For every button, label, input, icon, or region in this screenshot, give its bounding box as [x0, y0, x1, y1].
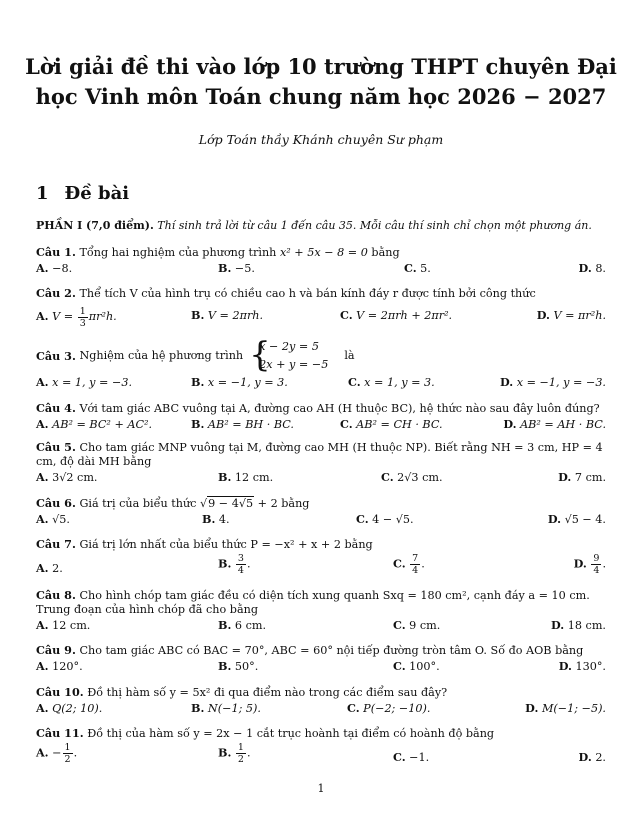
question-label: Câu 11.	[36, 726, 84, 740]
question-text: Giá trị của biểu thức	[79, 497, 197, 510]
option-b[interactable]: B. 4.	[202, 512, 230, 526]
document-subtitle: Lớp Toán thầy Khánh chuyên Sư phạm	[198, 132, 444, 147]
option-d[interactable]: D. V = πr²h.	[536, 308, 606, 322]
section-number: 1	[36, 183, 49, 204]
option-a[interactable]: A. 120°.	[36, 659, 83, 673]
option-d[interactable]: D. √5 − 4.	[547, 512, 606, 526]
question-text-end: là	[344, 349, 355, 362]
fraction: $\frac{3}{4}$	[237, 553, 244, 576]
question-label: Câu 1.	[36, 245, 76, 259]
question-text: Thể tích V của hình trụ có chiều cao h và bán kính đáy r được tính bởi công thức	[79, 287, 536, 300]
answer-options	[36, 417, 606, 433]
option-c[interactable]: C. P(−2; −10).	[347, 701, 431, 715]
option-c[interactable]: C. AB² = CH · BC.	[340, 417, 443, 431]
fraction: $\frac{1}{2}$	[237, 742, 244, 765]
option-b[interactable]: B. $\frac{3}{4}$ .	[218, 553, 251, 576]
option-a[interactable]: A. Q(2; 10).	[36, 701, 103, 715]
page-number: 1	[317, 782, 325, 795]
option-a[interactable]: A. 2.	[36, 561, 63, 575]
question-text: Cho tam giác MNP vuông tại M, đường cao MH (H thuộc NP). Biết rằng NH = 3 cm, HP = 4 cm, độ dài MH bằng	[36, 441, 603, 468]
question-label: Câu 6.	[36, 496, 76, 510]
answer-options	[36, 261, 606, 277]
question-8	[36, 588, 606, 634]
option-d[interactable]: D. AB² = AH · BC.	[503, 417, 606, 431]
question-text-end: bằng	[371, 246, 400, 259]
question-label: Câu 8.	[36, 588, 76, 602]
question-label: Câu 4.	[36, 401, 76, 415]
question-text: Nghiệm của hệ phương trình	[79, 349, 244, 362]
option-b[interactable]: B. N(−1; 5).	[191, 701, 261, 715]
option-a[interactable]: A. AB² = BC² + AC².	[36, 417, 153, 431]
answer-options	[36, 701, 606, 717]
answer-options	[36, 742, 606, 770]
question-4	[36, 401, 606, 433]
question-equation: x² + 5x − 8 = 0	[279, 246, 368, 259]
question-label: Câu 10.	[36, 685, 84, 699]
question-text: Đồ thị của hàm số y = 2x − 1 cắt trục hoành tại điểm có hoành độ bằng	[87, 727, 495, 740]
question-text: Giá trị lớn nhất của biểu thức P = −x² + x + 2 bằng	[79, 538, 373, 551]
question-label: Câu 9.	[36, 643, 76, 657]
option-c[interactable]: C. x = 1, y = 3.	[348, 375, 435, 389]
section-title: Đề bài	[64, 183, 130, 204]
fraction: $\frac{9}{4}$	[593, 553, 600, 576]
answer-options	[36, 470, 606, 486]
option-d[interactable]: D. 2.	[578, 750, 606, 764]
part-label: PHẦN I (7,0 điểm).	[36, 219, 154, 232]
question-label: Câu 2.	[36, 286, 76, 300]
option-b[interactable]: B. $\frac{1}{2}$ .	[218, 742, 251, 765]
option-b[interactable]: B. 12 cm.	[218, 470, 274, 484]
option-b[interactable]: B. AB² = BH · BC.	[191, 417, 294, 431]
option-a[interactable]: A. 3√2 cm.	[36, 470, 98, 484]
question-9	[36, 643, 606, 675]
answer-options	[36, 553, 606, 581]
sqrt-expression: 9 − 4√5	[208, 497, 254, 510]
question-5	[36, 440, 606, 486]
equation-system: { x − 2y = 5 2x + y = −5	[249, 335, 329, 375]
question-text: Tổng hai nghiệm của phương trình	[79, 246, 277, 259]
option-b[interactable]: B. 6 cm.	[218, 618, 267, 632]
fraction: $\frac{1}{2}$	[64, 742, 71, 765]
question-text: Cho hình chóp tam giác đều có diện tích xung quanh Sxq = 180 cm², cạnh đáy a = 10 cm. Trung đoạn của hình chóp đã cho bằng	[36, 589, 590, 616]
option-b[interactable]: B. x = −1, y = 3.	[191, 375, 288, 389]
question-11	[36, 726, 606, 770]
document-title	[20, 52, 622, 112]
question-label: Câu 5.	[36, 440, 76, 454]
option-d[interactable]: D. 130°.	[558, 659, 606, 673]
question-7	[36, 537, 606, 581]
fraction: $\frac{7}{4}$	[412, 553, 419, 576]
option-d[interactable]: D. 8.	[578, 261, 606, 275]
option-a[interactable]: A. V = $\frac{1}{3}$ πr²h.	[36, 306, 117, 329]
answer-options	[36, 659, 606, 675]
option-d[interactable]: D. 18 cm.	[551, 618, 606, 632]
option-b[interactable]: B. V = 2πrh.	[191, 308, 264, 322]
option-c[interactable]: C. 2√3 cm.	[381, 470, 443, 484]
answer-options	[36, 618, 606, 634]
option-a[interactable]: A. 12 cm.	[36, 618, 91, 632]
option-d[interactable]: D. 7 cm.	[558, 470, 606, 484]
option-c[interactable]: C. 9 cm.	[393, 618, 441, 632]
question-2	[36, 286, 606, 327]
question-3	[36, 335, 606, 391]
option-c[interactable]: C. 100°.	[393, 659, 440, 673]
part-heading	[36, 219, 606, 233]
question-text: Với tam giác ABC vuông tại A, đường cao AH (H thuộc BC), hệ thức nào sau đây luôn đúng?	[79, 402, 600, 415]
option-a[interactable]: A. − $\frac{1}{2}$ .	[36, 742, 78, 765]
part-instruction: Thí sinh trả lời từ câu 1 đến câu 35. Mỗi câu thí sinh chỉ chọn một phương án.	[157, 219, 592, 232]
option-c[interactable]: C. 5.	[404, 261, 431, 275]
option-a[interactable]: A. x = 1, y = −3.	[36, 375, 133, 389]
option-d[interactable]: D. x = −1, y = −3.	[499, 375, 606, 389]
option-b[interactable]: B. 50°.	[218, 659, 259, 673]
question-label: Câu 7.	[36, 537, 76, 551]
question-text: Cho tam giác ABC có BAC = 70°, ABC = 60° nội tiếp đường tròn tâm O. Số đo AOB bằng	[79, 644, 584, 657]
fraction: $\frac{1}{3}$	[79, 306, 86, 329]
question-6: Câu 6. Giá trị của biểu thức √9 − 4√5 + 2 bằng A. √5. B. 4. C. 4 − √5. D. √5 − 4.	[36, 496, 606, 526]
option-a[interactable]: A. −8.	[36, 261, 73, 275]
title-line-1: Lời giải đề thi vào lớp 10 trường THPT chuyên Đại	[25, 54, 617, 79]
option-c[interactable]: C. $\frac{7}{4}$ .	[393, 553, 425, 576]
question-label: Câu 3.	[36, 349, 76, 363]
answer-options	[36, 375, 606, 391]
option-d[interactable]: D. M(−1; −5).	[525, 701, 606, 715]
question-text: Đồ thị hàm số y = 5x² đi qua điểm nào trong các điểm sau đây?	[87, 686, 448, 699]
section-heading	[36, 183, 129, 204]
option-a[interactable]: A. √5.	[36, 512, 70, 526]
option-c[interactable]: C. −1.	[393, 750, 430, 764]
question-1	[36, 245, 606, 277]
option-d[interactable]: D. $\frac{9}{4}$ .	[573, 553, 606, 576]
option-c[interactable]: C. 4 − √5.	[356, 512, 414, 526]
option-b[interactable]: B. −5.	[218, 261, 255, 275]
answer-options	[36, 303, 606, 327]
question-text-end: + 2 bằng	[257, 497, 310, 510]
answer-options	[36, 512, 606, 528]
title-line-2: học Vinh môn Toán chung năm học 2026 − 2027	[35, 84, 607, 109]
option-c[interactable]: C. V = 2πrh + 2πr².	[340, 308, 453, 322]
question-10	[36, 685, 606, 717]
